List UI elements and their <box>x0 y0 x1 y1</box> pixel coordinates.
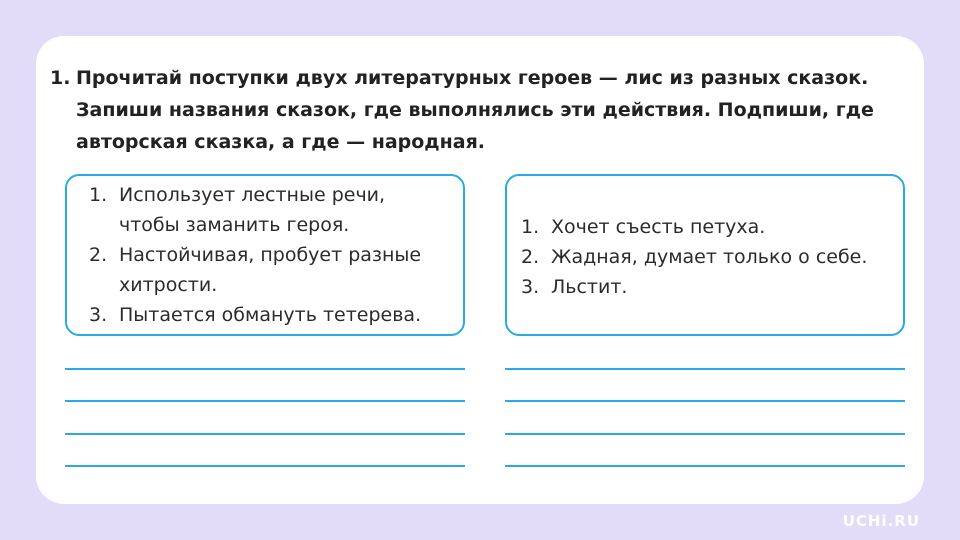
item-text: Жадная, думает только о себе. <box>551 246 868 268</box>
fox-actions-box-right <box>505 174 905 336</box>
fox-actions-box-left <box>65 174 465 336</box>
task-instruction <box>50 62 890 158</box>
answer-line-right-1[interactable] <box>505 368 905 370</box>
answer-line-left-3[interactable] <box>65 433 465 435</box>
item-text: Использует лестные речи, чтобы заманить героя. <box>119 184 386 236</box>
list-item <box>521 272 901 302</box>
item-text: Льстит. <box>551 276 628 298</box>
task-text: Прочитай поступки двух литературных героев — лис из разных сказок. Запиши названия сказок, где выполнялись эти действия. Подпиши, где авторская сказка, а где — народная. <box>76 67 874 153</box>
answer-line-left-4[interactable] <box>65 465 465 467</box>
answer-line-right-4[interactable] <box>505 465 905 467</box>
right-actions-list <box>521 212 901 302</box>
answer-line-right-3[interactable] <box>505 433 905 435</box>
list-item <box>89 300 449 330</box>
answer-line-right-2[interactable] <box>505 400 905 402</box>
list-item <box>521 212 901 242</box>
item-text: Хочет съесть петуха. <box>551 216 766 238</box>
answer-line-left-2[interactable] <box>65 400 465 402</box>
list-item <box>89 240 449 300</box>
item-number: 1. <box>521 216 540 238</box>
list-item <box>89 180 449 240</box>
answer-line-left-1[interactable] <box>65 368 465 370</box>
item-number: 3. <box>521 276 540 298</box>
item-text: Настойчивая, пробует разные хитрости. <box>119 244 422 296</box>
item-number: 2. <box>521 246 540 268</box>
left-actions-list <box>89 180 449 330</box>
item-number: 3. <box>89 304 108 326</box>
item-number: 2. <box>89 244 108 266</box>
task-number: 1. <box>50 67 71 89</box>
list-item <box>521 242 901 272</box>
brand-logo: UCHi.RU <box>842 512 920 530</box>
item-text: Пытается обмануть тетерева. <box>119 304 422 326</box>
item-number: 1. <box>89 184 108 206</box>
